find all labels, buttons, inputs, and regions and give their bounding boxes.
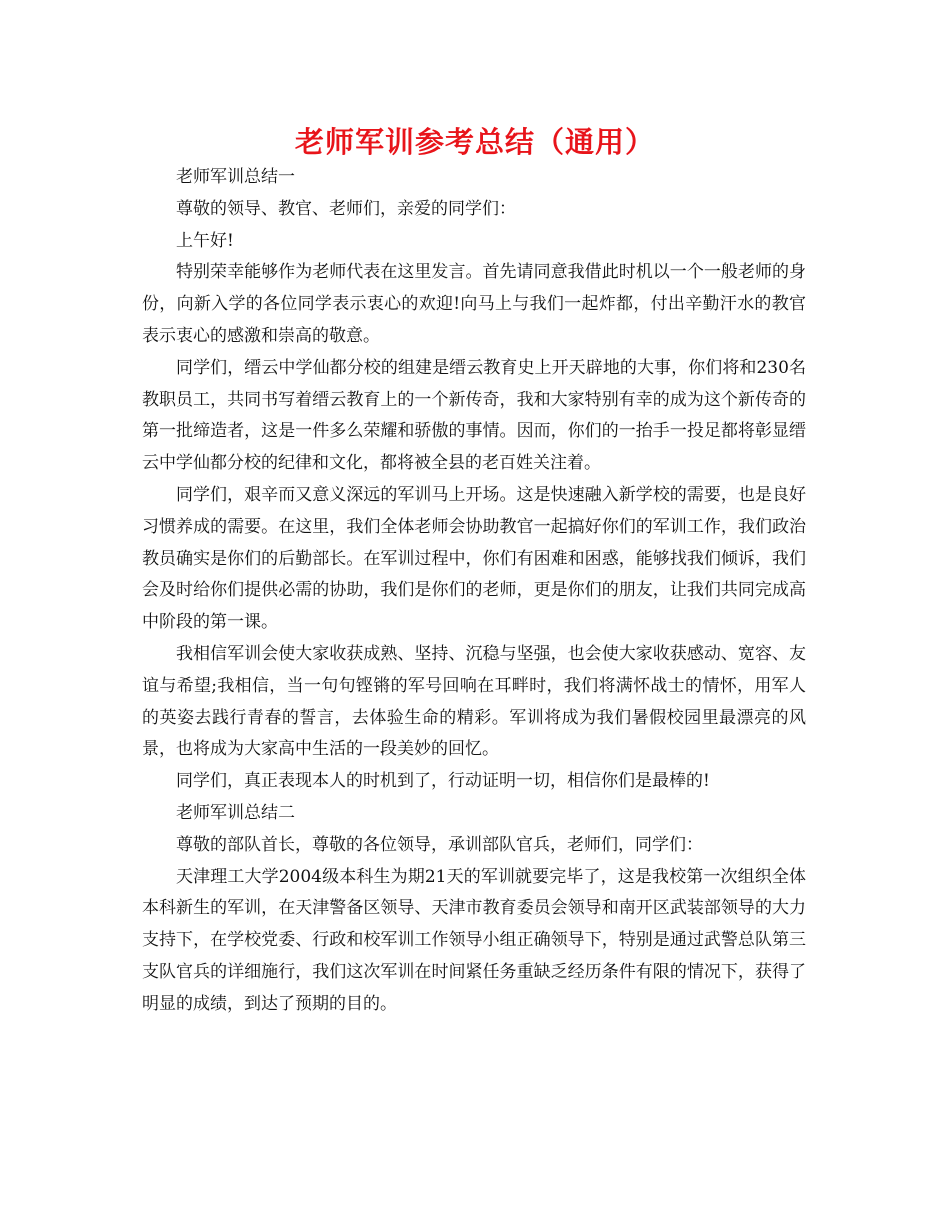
paragraph: 特别荣幸能够作为老师代表在这里发言。首先请同意我借此时机以一个一般老师的身份，向新入学的各位同学表示衷心的欢迎!向马上与我们一起炸都，付出辛勤汗水的教官表示衷心的感激和崇高的敬意。 [142, 262, 806, 346]
paragraph: 我相信军训会使大家收获成熟、坚持、沉稳与坚强，也会使大家收获感动、宽容、友谊与希望;我相信，当一句句铿锵的军号回响在耳畔时，我们将满怀战士的情怀，用军人的英姿去践行青春的誓言，去体验生命的精彩。军训将成为我们暑假校园里最漂亮的风景，也将成为大家高中生活的一段美妙的回忆。 [142, 643, 806, 760]
section-heading-2: 老师军训总结二 [176, 802, 295, 823]
document-title: 老师军训参考总结（通用） [294, 125, 655, 159]
paragraph: 同学们，缙云中学仙都分校的组建是缙云教育史上开天辟地的大事，你们将和230名教职员工，共同书写着缙云教育上的一个新传奇，我和大家特别有幸的成为这个新传奇的第一批缔造者，这是一件多么荣耀和骄傲的事情。因而，你们的一抬手一投足都将彰显缙云中学仙都分校的纪律和文化，都将被全县的老百姓关注着。 [142, 357, 806, 474]
paragraph: 天津理工大学2004级本科生为期21天的军训就要完毕了，这是我校第一次组织全体本科新生的军训，在天津警备区领导、天津市教育委员会领导和南开区武装部领导的大力支持下，在学校党委、行政和校军训工作领导小组正确领导下，特别是通过武警总队第三支队官兵的详细施行，我们这次军训在时间紧任务重缺乏经历条件有限的情况下，获得了明显的成绩，到达了预期的目的。 [142, 866, 806, 1014]
paragraph-salutation-2: 尊敬的部队首长，尊敬的各位领导，承训部队官兵，老师们，同学们： [176, 834, 703, 855]
paragraph: 同学们，艰辛而又意义深远的军训马上开场。这是快速融入新学校的需要，也是良好习惯养成的需要。在这里，我们全体老师会协助教官一起搞好你们的军训工作，我们政治教员确实是你们的后勤部长。在军训过程中，你们有困难和困惑，能够找我们倾诉，我们会及时给你们提供必需的协助，我们是你们的老师，更是你们的朋友，让我们共同完成高中阶段的第一课。 [142, 484, 806, 633]
document-body [142, 162, 806, 1021]
section-heading-1: 老师军训总结一 [176, 167, 295, 187]
paragraph-salutation-1: 尊敬的领导、教官、老师们，亲爱的同学们： [176, 198, 516, 219]
paragraph: 同学们，真正表现本人的时机到了，行动证明一切，相信你们是最棒的! [176, 771, 710, 792]
paragraph-greeting: 上午好! [176, 230, 234, 251]
